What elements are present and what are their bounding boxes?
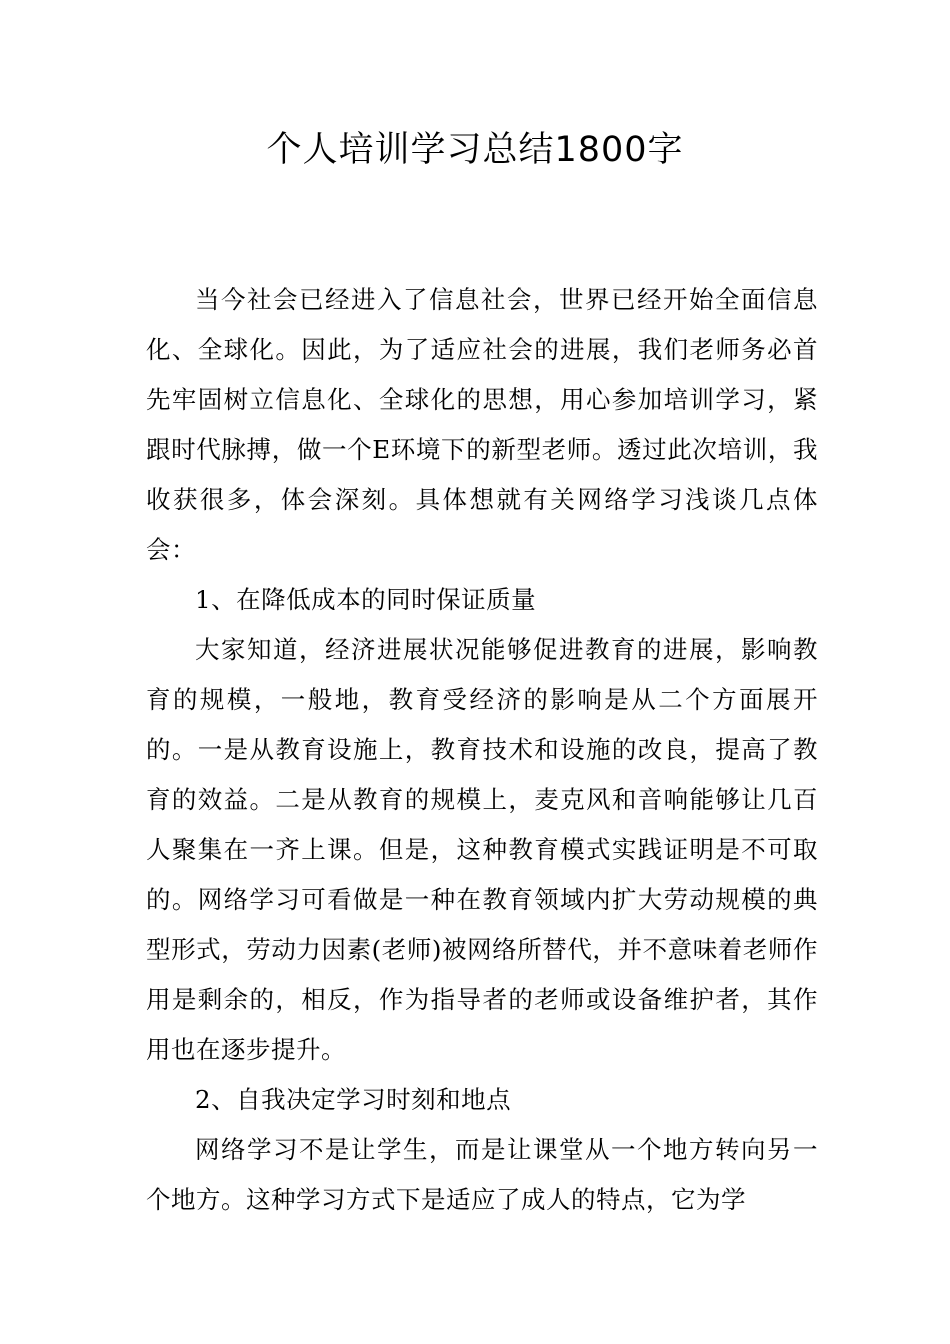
section-1-paragraph: 大家知道，经济进展状况能够促进教育的进展，影响教育的规模，一般地，教育受经济的影响是从二个方面展开的。一是从教育设施上，教育技术和设施的改良，提高了教育的效益。二是从教育的规模上，麦克风和音响能够让几百人聚集在一齐上课。但是，这种教育模式实践证明是不可取的。网络学习可看做是一种在教育领域内扩大劳动规模的典型形式，劳动力因素(老师)被网络所替代，并不意味着老师作用是剩余的，相反，作为指导者的老师或设备维护者，其作用也在逐步提升。 xyxy=(146,635,818,1064)
intro-paragraph: 当今社会已经进入了信息社会，世界已经开始全面信息化、全球化。因此，为了适应社会的进展，我们老师务必首先牢固树立信息化、全球化的思想，用心参加培训学习，紧跟时代脉搏，做一个E环境下的新型老师。透过此次培训，我收获很多，体会深刻。具体想就有关网络学习浅谈几点体会： xyxy=(146,285,818,564)
document-body xyxy=(146,275,818,1225)
section-2-paragraph: 网络学习不是让学生，而是让课堂从一个地方转向另一个地方。这种学习方式下是适应了成人的特点，它为学 xyxy=(146,1135,818,1214)
document-title: 个人培训学习总结1800字 xyxy=(266,130,684,170)
section-heading-2: 2、自我决定学习时刻和地点 xyxy=(195,1085,512,1114)
section-heading-1: 1、在降低成本的同时保证质量 xyxy=(195,585,537,614)
